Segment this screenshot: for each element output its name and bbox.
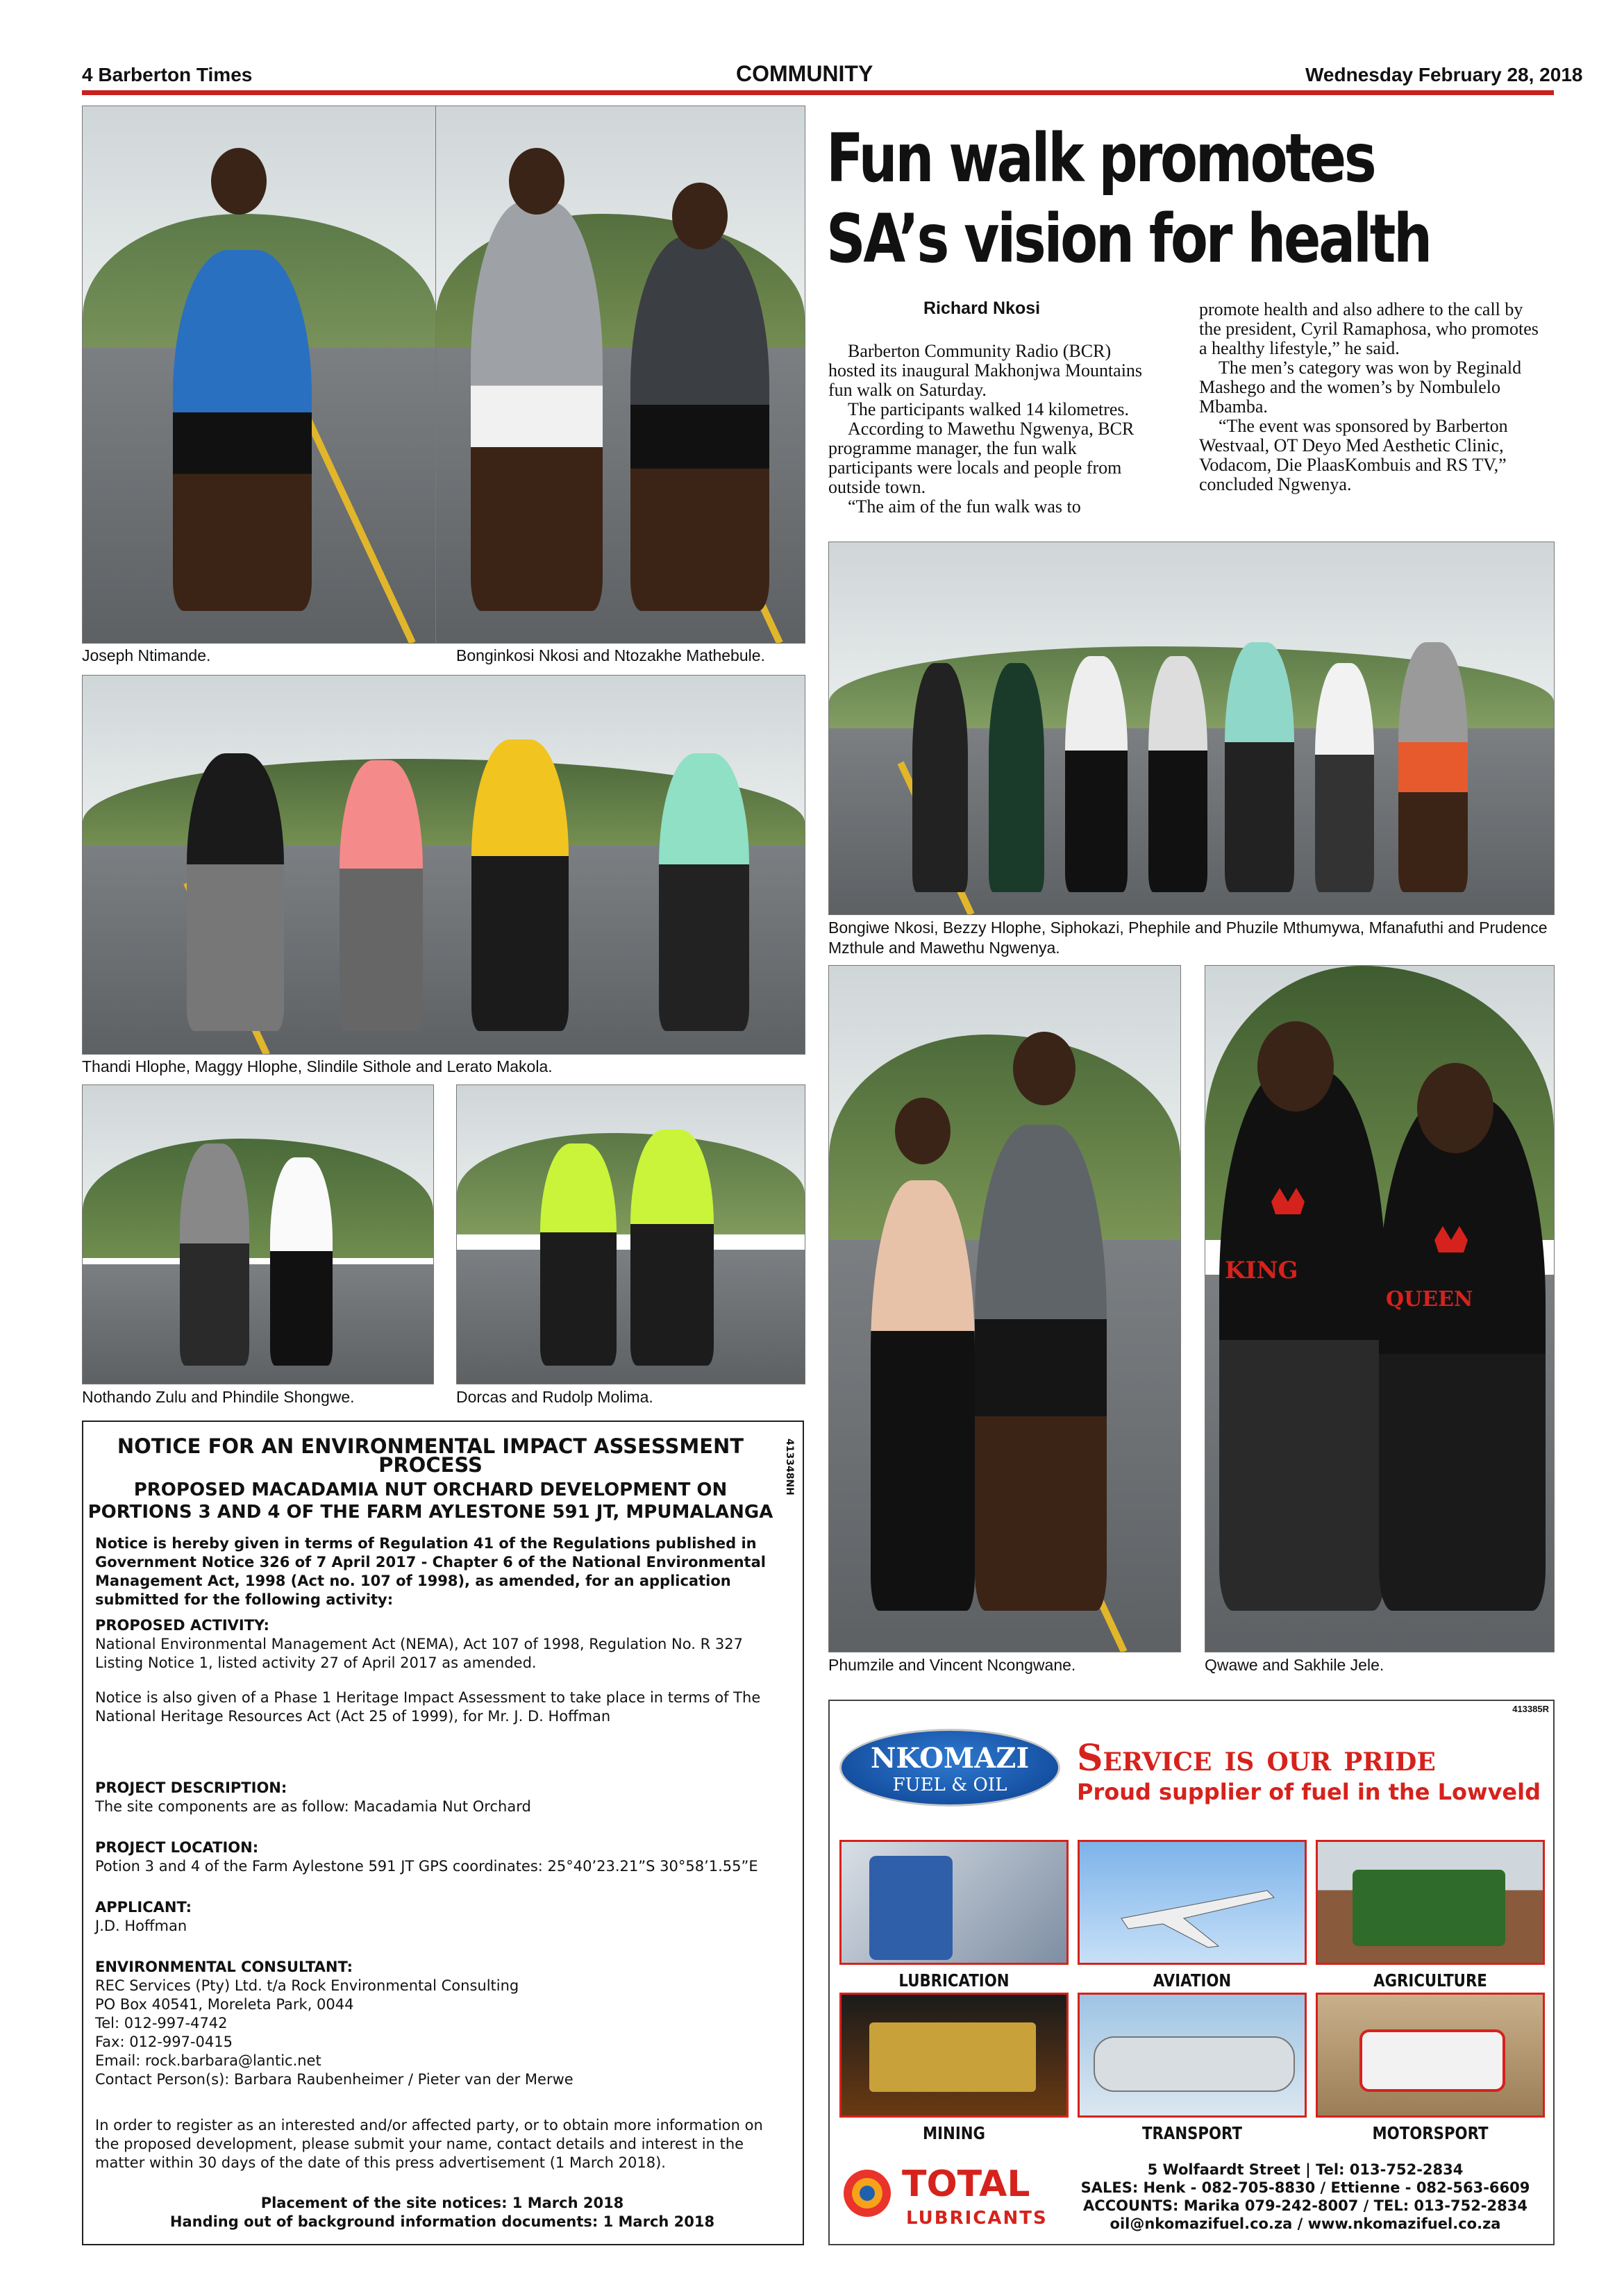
page-label: 4 Barberton Times (82, 64, 253, 85)
tile-mining-image (839, 1993, 1069, 2118)
consultant-heading: ENVIRONMENTAL CONSULTANT: (95, 1959, 353, 1975)
tile-label-agriculture: AGRICULTURE (1373, 1970, 1487, 1991)
consultant-line: Tel: 012-997-4742 (95, 2015, 228, 2031)
notice-applicant (95, 1898, 789, 1936)
caption-photo4: Thandi Hlophe, Maggy Hlophe, Slindile Sithole and Lerato Makola. (82, 1057, 553, 1075)
notice-consultant (95, 1958, 789, 2089)
caption-photo8: Qwawe and Sakhile Jele. (1205, 1656, 1384, 1674)
notice-description (95, 1779, 789, 1816)
notice-intro: Notice is hereby given in terms of Regulation 41 of the Regulations published in Government Notice 326 of 7 April 2017 - Chapter 6 of the National Environmental Management Act, 1998 (Act no. 107 of 1998), as amended, for an application submitted for the following activity: (95, 1535, 766, 1608)
article-paragraph: promote health and also adhere to the call by the president, Cyril Ramaphosa, who promotes a healthy lifestyle,” he said. (1199, 299, 1539, 358)
logo-line2: FUEL & OIL (892, 1775, 1007, 1795)
location-heading: PROJECT LOCATION: (95, 1839, 259, 1856)
article-column-1 (828, 342, 1148, 517)
headline-line2: SA’s vision for health (826, 200, 1430, 278)
notice-activity (95, 1616, 789, 1673)
ad-contact-details (1066, 2161, 1545, 2233)
notice-subtitle-line2: PORTIONS 3 AND 4 OF THE FARM AYLESTONE 591 JT, MPUMALANGA (87, 1502, 773, 1523)
ad-slogan: Service is our pride (1077, 1737, 1436, 1779)
notice-subtitle-line1: PROPOSED MACADAMIA NUT ORCHARD DEVELOPMENT ON (133, 1480, 728, 1500)
article-headline (826, 118, 1430, 279)
contact-line: ACCOUNTS: Marika 079-242-8007 / TEL: 013-752-2834 (1083, 2197, 1527, 2214)
section-title: COMMUNITY (736, 61, 873, 86)
article-byline: Richard Nkosi (923, 299, 1041, 318)
nkomazi-fuel-ad (828, 1700, 1555, 2245)
lubricants-word: LUBRICANTS (906, 2208, 1048, 2229)
notice-heritage: Notice is also given of a Phase 1 Heritage Impact Assessment to take place in terms of The National Heritage Resources Act (Act 25 of 1999), for Mr. J. D. Hoffman (95, 1689, 761, 1725)
contact-line: 5 Wolfaardt Street | Tel: 013-752-2834 (1147, 2161, 1464, 2178)
total-word: TOTAL (902, 2163, 1030, 2205)
caption-photo7: Phumzile and Vincent Ncongwane. (828, 1656, 1076, 1674)
nkomazi-logo (839, 1729, 1060, 1807)
tile-label-motorsport: MOTORSPORT (1372, 2123, 1489, 2143)
applicant-heading: APPLICANT: (95, 1899, 192, 1916)
article-paragraph: Barberton Community Radio (BCR) hosted its inaugural Makhonjwa Mountains fun walk on Saturday. (828, 341, 1143, 400)
consultant-line: PO Box 40541, Moreleta Park, 0044 (95, 1996, 354, 2013)
article-paragraph: The participants walked 14 kilometres. (848, 399, 1130, 419)
article-paragraph: The men’s category was won by Reginald Mashego and the women’s by Nombulelo Mbamba. (1199, 358, 1522, 417)
article-column-2 (1199, 300, 1546, 494)
caption-photo6: Dorcas and Rudolp Molima. (456, 1388, 653, 1406)
svg-text:QUEEN: QUEEN (1386, 1287, 1473, 1312)
photo-nothando-phindile (82, 1084, 434, 1384)
article-paragraph: “The event was sponsored by Barberton Westvaal, OT Deyo Med Aesthetic Clinic, Vodacom, Die PlaasKombuis and RS TV,” concluded Ngwenya. (1199, 416, 1508, 494)
tile-lubrication-image (839, 1840, 1069, 1965)
photo-dorcas-rudolp (456, 1084, 805, 1384)
description-heading: PROJECT DESCRIPTION: (95, 1779, 287, 1796)
notice-register: In order to register as an interested and/or affected party, or to obtain more information on the proposed development, please submit your name, contact details and interest in the matter within 30 days of the date of this press advertisement (1 March 2018). (95, 2117, 763, 2171)
photo-qwawe-sakhile (1205, 965, 1555, 1652)
activity-heading: PROPOSED ACTIVITY: (95, 1617, 269, 1634)
caption-photo5: Nothando Zulu and Phindile Shongwe. (82, 1388, 355, 1406)
tile-label-aviation: AVIATION (1153, 1970, 1232, 1991)
photo-group-walkers (828, 542, 1555, 915)
location-text: Potion 3 and 4 of the Farm Aylestone 591 JT GPS coordinates: 25°40’23.21”S 30°58’1.55”E (95, 1858, 758, 1875)
consultant-line: Contact Person(s): Barbara Raubenheimer / Pieter van der Merwe (95, 2071, 574, 2088)
notice-code: 413348NH (784, 1439, 795, 1495)
caption-photo1: Joseph Ntimande. (82, 646, 211, 664)
notice-location (95, 1838, 789, 1876)
caption-photo2: Bonginkosi Nkosi and Ntozakhe Mathebule. (456, 646, 765, 664)
tile-label-transport: TRANSPORT (1142, 2123, 1242, 2143)
svg-text:KING: KING (1225, 1257, 1298, 1284)
photo-thandi-maggy-slindile-lerato (82, 675, 805, 1055)
ad-tagline: Proud supplier of fuel in the Lowveld (1077, 1779, 1541, 1805)
photo-phumzile-vincent (828, 965, 1181, 1652)
tile-agriculture-image (1316, 1840, 1545, 1965)
article-paragraph: According to Mawethu Ngwenya, BCR programme manager, the fun walk participants were locals and people from outside town. (828, 419, 1135, 497)
notice-handing-out: Handing out of background information documents: 1 March 2018 (169, 2213, 715, 2230)
ad-code: 413385R (1512, 1704, 1549, 1714)
tile-label-lubrication: LUBRICATION (898, 1970, 1010, 1991)
caption-photo3: Bongiwe Nkosi, Bezzy Hlophe, Siphokazi, Phephile and Phuzile Mthumywa, Mfanafuthi and Prudence Mzthule and Mawethu Ngwenya. (828, 919, 1548, 957)
headline-line1: Fun walk promotes (826, 119, 1375, 197)
notice-placement: Placement of the site notices: 1 March 2018 (260, 2195, 624, 2211)
tile-transport-image (1078, 1993, 1307, 2118)
consultant-line: REC Services (Pty) Ltd. t/a Rock Environmental Consulting (95, 1977, 519, 1994)
article-paragraph: “The aim of the fun walk was to (848, 496, 1081, 517)
total-emblem-icon (839, 2162, 895, 2224)
header-rule (82, 90, 1554, 95)
notice-title: NOTICE FOR AN ENVIRONMENTAL IMPACT ASSESSMENT PROCESS (117, 1434, 744, 1477)
tile-aviation-image (1078, 1840, 1307, 1965)
consultant-line: Fax: 012-997-0415 (95, 2034, 233, 2050)
logo-line1: NKOMAZI (870, 1742, 1030, 1775)
consultant-line: Email: rock.barbara@lantic.net (95, 2052, 321, 2069)
king-queen-print (1205, 966, 1555, 1652)
description-text: The site components are as follow: Macadamia Nut Orchard (95, 1798, 531, 1815)
issue-date: Wednesday February 28, 2018 (1305, 64, 1583, 85)
total-lubricants-logo (839, 2158, 1048, 2234)
contact-line: oil@nkomazifuel.co.za / www.nkomazifuel.co.za (1110, 2215, 1501, 2232)
photo-bonginkosi-ntozakhe (435, 106, 805, 644)
photo-joseph-ntimande (82, 106, 437, 644)
contact-line: SALES: Henk - 082-705-8830 / Ettienne - 082-563-6609 (1080, 2179, 1530, 2196)
tile-motorsport-image (1316, 1993, 1545, 2118)
eia-notice-box (82, 1421, 804, 2245)
notice-subtitle (83, 1479, 778, 1523)
applicant-text: J.D. Hoffman (95, 1918, 187, 1934)
activity-text: National Environmental Management Act (NEMA), Act 107 of 1998, Regulation No. R 327 Listing Notice 1, listed activity 27 of April 2017 as amended. (95, 1636, 743, 1671)
tile-label-mining: MINING (923, 2123, 985, 2143)
